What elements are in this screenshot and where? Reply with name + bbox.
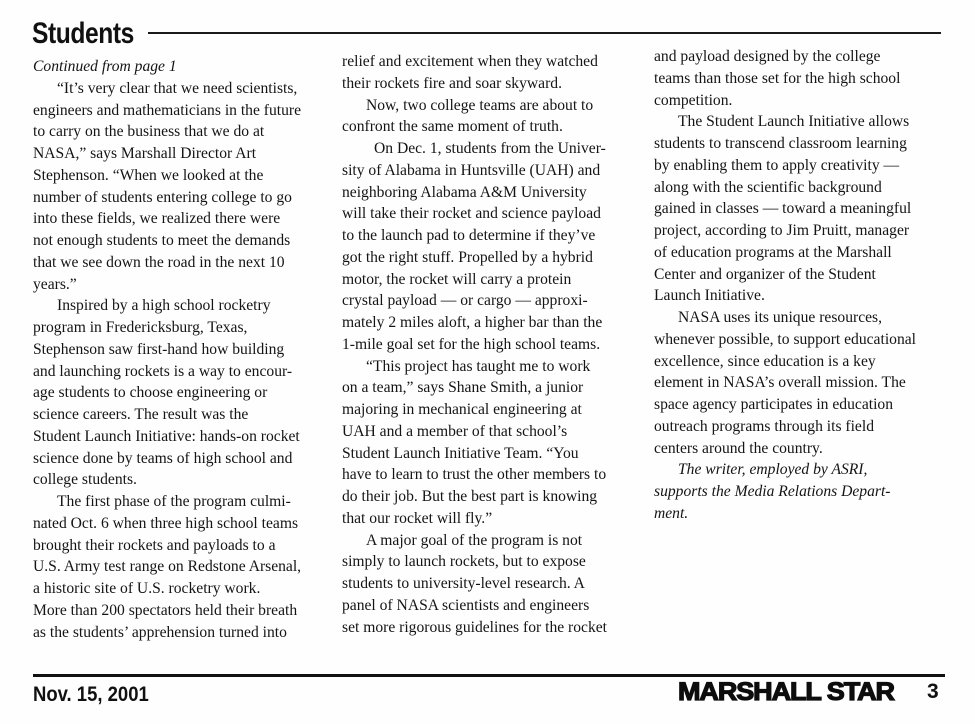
text-line: that our rocket will fly.” — [342, 509, 493, 527]
text-line: age students to choose engineering or — [33, 384, 268, 402]
text-line: program in Fredericksburg, Texas, — [33, 319, 248, 336]
text-line: whenever possible, to support educational — [654, 330, 916, 348]
text-line: Launch Initiative. — [654, 287, 765, 305]
text-line: have to learn to trust the other members to — [342, 466, 607, 484]
text-line: by enabling them to apply creativity — — [654, 156, 900, 174]
text-line: “This project has taught me to work — [366, 357, 591, 375]
text-line: crystal payload — or cargo — approxi- — [342, 292, 588, 310]
text-line: space agency participates in education — [654, 396, 893, 413]
text-line: panel of NASA scientists and engineers — [342, 596, 590, 614]
text-line: The Student Launch Initiative allows — [678, 113, 910, 131]
article-column-3 — [654, 46, 954, 525]
issue-date: Nov. 15, 2001 — [33, 683, 149, 706]
text-line: centers around the country. — [654, 439, 823, 457]
article-column-2 — [342, 51, 642, 638]
text-line: A major goal of the program is not — [366, 531, 583, 549]
text-line: Student Launch Initiative Team. “You — [342, 444, 579, 462]
text-line: Inspired by a high school rocketry — [57, 297, 271, 315]
text-line: neighboring Alabama A&M University — [342, 183, 587, 201]
text-line: Center and organizer of the Student — [654, 265, 876, 283]
text-line: on a team,” says Shane Smith, a junior — [342, 379, 584, 397]
text-line: UAH and a member of that school’s — [342, 422, 568, 440]
masthead-logo: MARSHALL STAR — [678, 678, 894, 706]
text-line: U.S. Army test range on Redstone Arsenal, — [33, 558, 302, 576]
text-line: do their job. But the best part is knowing — [342, 488, 598, 505]
text-line: NASA,” says Marshall Director Art — [33, 145, 257, 162]
text-line: More than 200 spectators held their breath — [33, 601, 298, 619]
text-line: Stephenson saw first-hand how building — [33, 340, 285, 358]
text-line: their rockets fire and soar skyward. — [342, 74, 562, 92]
text-line: not enough students to meet the demands — [33, 232, 291, 249]
text-line: to carry on the business that we do at — [33, 123, 265, 141]
text-line: and launching rockets is a way to encour- — [33, 362, 293, 380]
text-line: project, according to Jim Pruitt, manager — [654, 222, 910, 239]
author-note: ment. — [654, 504, 689, 522]
text-line: competition. — [654, 91, 733, 109]
text-line: got the right stuff. Propelled by a hybrid — [342, 248, 593, 266]
continued-note: Continued from page 1 — [33, 58, 177, 75]
text-line: along with the scientific background — [654, 178, 882, 196]
text-line: element in NASA’s overall mission. The — [654, 374, 906, 392]
text-line: excellence, since education is a key — [654, 352, 876, 370]
text-line: students to university-level research. A — [342, 575, 585, 592]
text-line: 1-mile goal set for the high school teams. — [342, 335, 601, 353]
article-column-1 — [33, 56, 333, 643]
text-line: science careers. The result was the — [33, 406, 249, 423]
text-line: brought their rockets and payloads to a — [33, 536, 276, 554]
text-line: simply to launch rockets, but to expose — [342, 553, 586, 571]
text-line: nated Oct. 6 when three high school teams — [33, 514, 299, 532]
text-line: engineers and mathematicians in the future — [33, 101, 302, 119]
text-line: majoring in mechanical engineering at — [342, 401, 582, 418]
text-line: set more rigorous guidelines for the rocket — [342, 618, 608, 636]
text-line: “It’s very clear that we need scientists, — [57, 79, 298, 97]
footer-rule — [33, 674, 945, 677]
text-line: into these fields, we realized there were — [33, 210, 281, 228]
author-note: supports the Media Relations Depart- — [654, 483, 891, 500]
text-line: The first phase of the program culmi- — [57, 493, 291, 510]
text-line: relief and excitement when they watched — [342, 53, 598, 70]
text-line: will take their rocket and science payload — [342, 205, 601, 223]
text-line: NASA uses its unique resources, — [678, 309, 882, 326]
headline-rule — [148, 32, 941, 34]
text-line: On Dec. 1, students from the Univer- — [374, 140, 606, 157]
article-headline: Students — [32, 17, 134, 50]
text-line: gained in classes — toward a meaningful — [654, 200, 912, 218]
text-line: college students. — [33, 471, 137, 489]
text-line: Now, two college teams are about to — [366, 96, 594, 114]
text-line: years.” — [33, 275, 77, 293]
text-line: that we see down the road in the next 10 — [33, 253, 285, 271]
text-line: as the students’ apprehension turned into — [33, 623, 287, 641]
page-number: 3 — [927, 680, 939, 703]
text-line: and payload designed by the college — [654, 48, 881, 65]
text-line: sity of Alabama in Huntsville (UAH) and — [342, 161, 601, 179]
author-note: The writer, employed by ASRI, — [678, 461, 868, 479]
text-line: Student Launch Initiative: hands-on rocket — [33, 427, 300, 445]
text-line: Stephenson. “When we looked at the — [33, 166, 264, 184]
text-line: teams than those set for the high school — [654, 69, 901, 87]
text-line: number of students entering college to go — [33, 188, 292, 206]
text-line: of education programs at the Marshall — [654, 243, 892, 261]
text-line: science done by teams of high school and — [33, 449, 293, 467]
text-line: motor, the rocket will carry a protein — [342, 270, 572, 288]
text-line: confront the same moment of truth. — [342, 118, 563, 136]
text-line: students to transcend classroom learning — [654, 135, 907, 152]
text-line: mately 2 miles aloft, a higher bar than the — [342, 314, 603, 331]
text-line: to the launch pad to determine if they’ve — [342, 227, 596, 244]
text-line: a historic site of U.S. rocketry work. — [33, 580, 261, 597]
text-line: outreach programs through its field — [654, 417, 874, 435]
